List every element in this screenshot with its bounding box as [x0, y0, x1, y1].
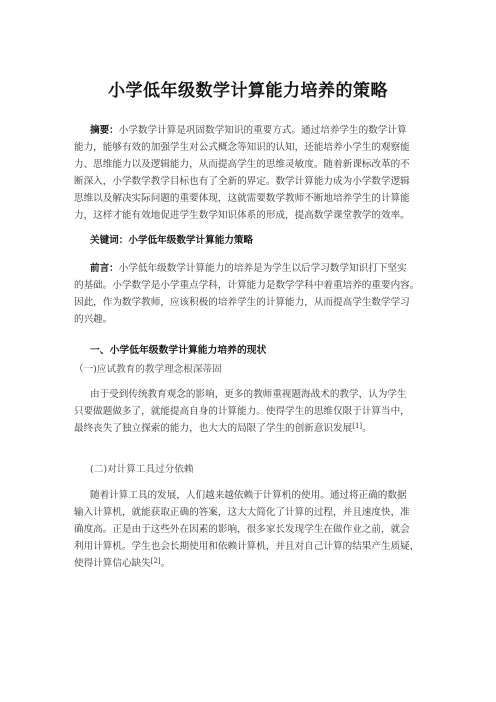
sub1-line-2: 只要做题做多了，就能提高自身的计算能力。使得学生的思维仅限于计算当中， [74, 406, 410, 417]
sub2-end: 。 [160, 558, 171, 569]
preface-line-4: 的兴趣。 [74, 314, 113, 325]
preface-line-2: 的基础。小学数学是小学重点学科，计算能力是数学学科中着重培养的重要内容。 [74, 280, 420, 291]
abstract-line-5: 思维以及解决实际问题的重要体现，这就需要数学教师不断地培养学生的计算能 [74, 193, 410, 204]
keywords-text: 小学低年级数学计算能力策略 [128, 235, 254, 246]
preface-text-1: 小学低年级数学计算能力的培养是为学生以后学习数学知识打下坚实 [118, 263, 407, 274]
abstract-line-4: 断深入，小学数学教学目标也有了全新的界定。数学计算能力成为小学数学逻辑 [74, 176, 410, 187]
preface-label: 前言： [90, 263, 119, 274]
keywords-label: 关键词： [90, 235, 129, 246]
abstract-line-6: 力，这样才能有效地促进学生数学知识体系的形成，提高数学课堂教学的效率。 [74, 210, 410, 221]
sub1-line-3 [74, 423, 372, 435]
subsection-heading-1: （一)应试教育的教学理念根深蒂固 [74, 364, 222, 375]
document-title: 小学低年级数学计算能力培养的策略 [108, 81, 388, 101]
sub2-line-3: 确度高。正是由于这些外在因素的影响，很多家长发现学生在做作业之前，就会 [74, 524, 410, 535]
sub2-line-1: 随着计算工具的发展，人们越来越依赖于计算机的使用。通过将正确的数据 [90, 490, 407, 501]
abstract-label: 摘要： [90, 125, 119, 136]
sub1-end: 。 [362, 423, 372, 434]
citation-ref-2: [2] [150, 557, 161, 565]
section-heading: 一、小学低年级数学计算能力培养的现状 [90, 345, 267, 356]
sub2-line-4: 利用计算机。学生也会长期使用和依赖计算机，并且对自己计算的结果产生质疑， [74, 541, 420, 552]
abstract-line-3: 力、思维能力以及逻辑能力，从而提高学生的思维灵敏度。随着新课标改革的不 [74, 159, 410, 170]
preface-line-3: 因此，作为数学教师，应该积极的培养学生的计算能力，从而提高学生数学学习 [74, 297, 410, 308]
sub2-line-2: 输入计算机，就能获取正确的答案，这大大简化了计算的过程，并且速度快，准 [74, 507, 410, 518]
sub2-line-5 [74, 558, 170, 570]
abstract-line-1 [90, 125, 407, 137]
subsection-heading-2: (二)对计算工具过分依赖 [90, 464, 194, 475]
sub2-text-5: 使得计算信心缺失 [74, 558, 151, 569]
sub1-line-1: 由于受到传统教育观念的影响，更多的教师重视题海战术的教学，认为学生 [90, 389, 407, 400]
keywords-line [90, 235, 253, 247]
abstract-line-2: 能力，能够有效的加强学生对公式概念等知识的认知，还能培养小学生的观察能 [74, 142, 410, 153]
sub1-text-3: 最终丧失了独立探索的能力，也大大的局限了学生的创新意识发展 [74, 423, 353, 434]
preface-line-1 [90, 263, 407, 275]
abstract-text-1: 小学数学计算是巩固数学知识的重要方式。通过培养学生的数学计算 [118, 125, 407, 136]
citation-ref-1: [1] [352, 422, 363, 430]
